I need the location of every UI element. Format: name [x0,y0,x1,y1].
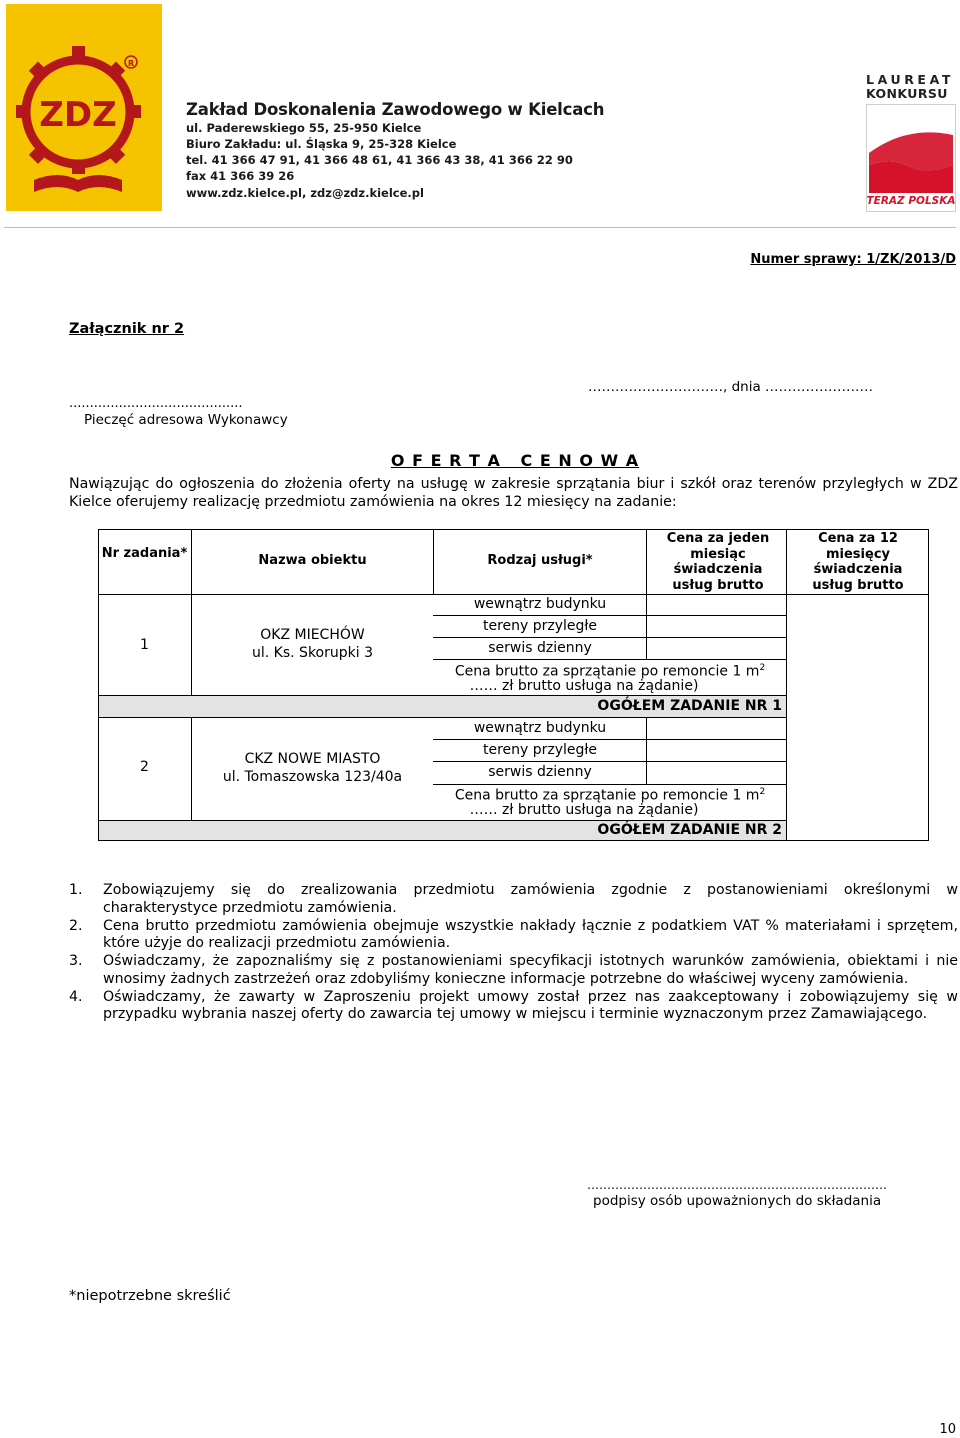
intro-paragraph: Nawiązując do ogłoszenia do złożenia oferty na usługę w zakresie sprzątania biur i szkół oraz terenów przyległych w ZDZ Kielce oferujemy realizację przedmiotu zamówienia na okres 12 miesięcy na zadanie: [69,476,958,510]
org-web: www.zdz.kielce.pl, zdz@zdz.kielce.pl [186,186,424,200]
header-name: Nazwa obiektu [258,553,367,568]
list-item-text: Oświadczamy, że zawarty w Zaproszeniu projekt umowy został przez nas zaakceptowany i zobowiązujemy się w przypadku wybrania naszej oferty do zawarcia tej umowy w miejscu i terminie wyznaczonym przez Zamawiającego. [103,988,958,1022]
list-item-number: 2. [69,917,83,934]
list-item [69,989,958,1024]
price-table [98,529,929,841]
object-address-1: ul. Ks. Skorupki 3 [252,645,373,661]
task-nr-2: 2 [140,759,149,775]
org-phones: tel. 41 366 47 91, 41 366 48 61, 41 366 43 38, 41 366 22 90 [186,153,573,167]
list-item-number: 1. [69,882,83,898]
service-2-a: wewnątrz budynku [473,720,607,736]
header-nr: Nr zadania* [101,546,188,561]
total-task-2: OGÓŁEM ZADANIE NR 2 [597,822,782,838]
org-fax: fax 41 366 39 26 [186,169,295,183]
header-service: Rodzaj usługi* [487,553,593,568]
svg-text:R: R [128,59,135,68]
header-yearly: Cena za 12 miesięcy świadczenia usług brutto [812,531,904,593]
list-item-number: 3. [69,953,83,969]
list-item [69,918,958,953]
service-1-b: tereny przyległe [482,618,598,634]
service-1-c: serwis dzienny [488,640,592,656]
org-office: Biuro Zakładu: ul. Śląska 9, 25-328 Kielce [186,137,457,151]
stamp-label: Pieczęć adresowa Wykonawcy [84,412,288,428]
repair-price-1-cont: …… zł brutto usługa na żądanie) [469,678,699,694]
list-item-text: Zobowiązujemy się do zrealizowania przedmiotu zamówienia zgodnie z postanowieniami określonymi w charakterystyce przedmiotu zamówienia. [103,882,958,916]
repair-price-2-cont: …… zł brutto usługa na żądanie) [469,802,699,818]
header-divider [4,227,956,228]
page-number: 10 [939,1422,956,1437]
signature-dots: ………………………………………………………………… [587,1178,887,1192]
attachment-title: Załącznik nr 2 [69,321,185,337]
date-line: …………………………, dnia …………………… [588,379,874,395]
award-brand: TERAZ POLSKA [866,195,956,207]
org-address: ul. Paderewskiego 55, 25-950 Kielce [186,121,422,135]
list-item-text: Oświadczamy, że zapoznaliśmy się z postanowieniami specyfikacji istotnych warunków zamówienia, obiektami i nie wnosimy żadnych zastrzeżeń oraz zdobyliśmy konieczne informacje potrzebne do właściwej wyceny zamówienia. [103,953,958,987]
stamp-dots: .......................................... [69,396,243,411]
case-number: Numer sprawy: 1/ZK/2013/D [750,252,956,267]
list-item-number: 4. [69,988,83,1005]
task-nr-1: 1 [140,637,149,653]
list-item [69,882,958,917]
service-1-a: wewnątrz budynku [473,596,607,612]
repair-price-2: Cena brutto za sprzątanie po remoncie 1 $m^2$ [454,787,766,804]
logo-text: ZDZ [39,95,117,135]
zdz-logo [6,4,162,211]
service-2-b: tereny przyległe [482,742,598,758]
gear-book-logo-icon [6,4,162,211]
object-address-2: ul. Tomaszowska 123/40a [222,769,403,785]
award-line2: KONKURSU [866,86,948,101]
service-2-c: serwis dzienny [488,764,592,780]
award-line1: LAUREAT [866,72,954,87]
signature-label: podpisy osób upoważnionych do składania [593,1193,882,1209]
object-name-2: CKZ NOWE MIASTO [244,751,381,767]
footnote: *niepotrzebne skreślić [69,1288,231,1304]
object-name-1: OKZ MIECHÓW [260,627,365,643]
document-title: O F E R T A C E N O W A [390,451,640,470]
header-monthly: Cena za jeden miesiąc świadczenia usług brutto [666,531,770,593]
repair-price-1: Cena brutto za sprzątanie po remoncie 1 $m^2$ [454,663,766,680]
total-task-1: OGÓŁEM ZADANIE NR 1 [597,698,782,714]
org-name: Zakład Doskonalenia Zawodowego w Kielcach [186,100,605,119]
list-item [69,953,958,988]
statements-list [69,882,958,1024]
list-item-text: Cena brutto przedmiotu zamówienia obejmuje wszystkie nakłady łącznie z podatkiem VAT % materiałami i sprzętem, które użyje do realizacji przedmiotu zamówienia. [103,917,958,951]
